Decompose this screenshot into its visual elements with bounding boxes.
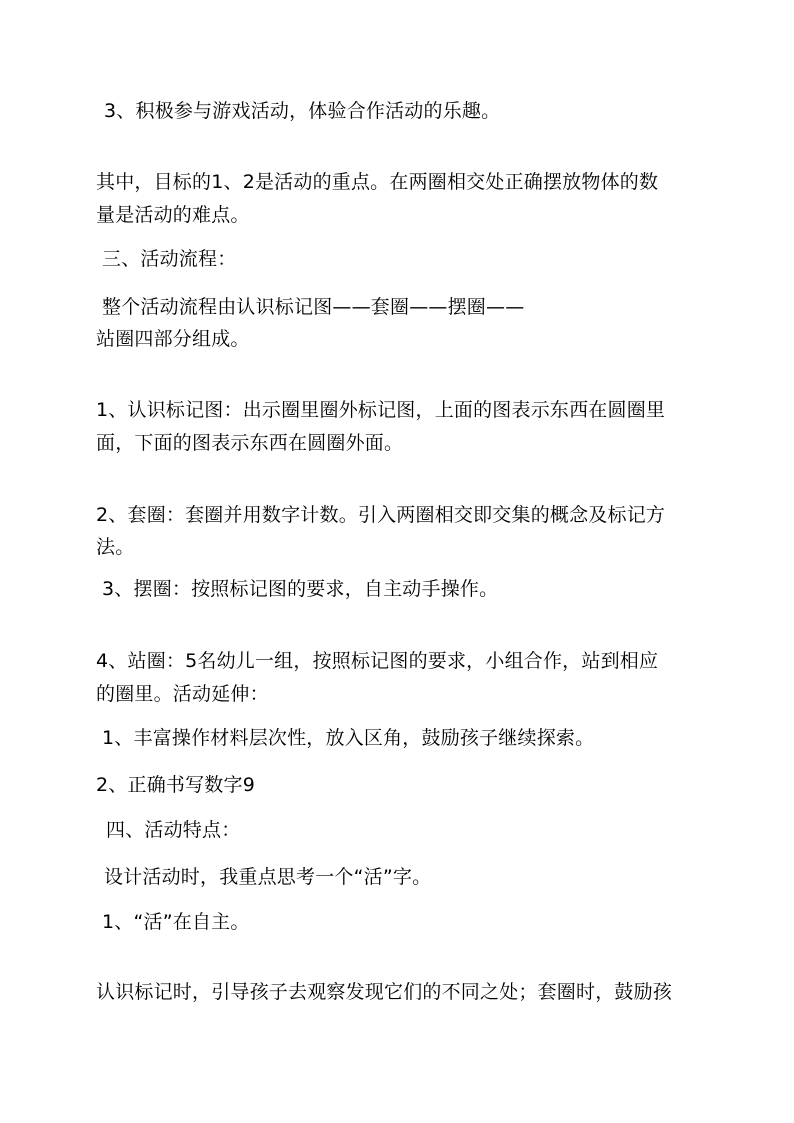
text-line-step-1: 1、认识标记图：出示圈里圈外标记图，上面的图表示东西在圆圈里 bbox=[96, 399, 666, 421]
text-line-key-points: 其中，目标的1、2是活动的重点。在两圈相交处正确摆放物体的数 bbox=[96, 171, 659, 193]
text-line-design-thought: 设计活动时，我重点思考一个“活”字。 bbox=[104, 866, 432, 888]
text-line-difficulty: 量是活动的难点。 bbox=[96, 204, 250, 226]
text-line-process-parts: 站圈四部分组成。 bbox=[96, 328, 250, 350]
text-line-extension-1: 1、丰富操作材料层次性，放入区角，鼓励孩子继续探索。 bbox=[102, 727, 595, 749]
text-line-step-2: 2、套圈：套圈并用数字计数。引入两圈相交即交集的概念及标记方 bbox=[96, 504, 666, 526]
text-line-feature-1-detail: 认识标记时，引导孩子去观察发现它们的不同之处；套圈时，鼓励孩 bbox=[96, 981, 673, 1003]
text-line-step-4: 4、站圈：5名幼儿一组，按照标记图的要求，小组合作，站到相应 bbox=[96, 650, 659, 672]
text-line-goal-3: 3、积极参与游戏活动，体验合作活动的乐趣。 bbox=[104, 100, 501, 122]
text-line-step-4-cont: 的圈里。活动延伸： bbox=[96, 683, 269, 705]
text-line-process-overview: 整个活动流程由认识标记图——套圈——摆圈—— bbox=[102, 296, 525, 318]
section-heading-process: 三、活动流程： bbox=[102, 248, 237, 270]
section-heading-features: 四、活动特点： bbox=[106, 819, 241, 841]
text-line-extension-2: 2、正确书写数字9 bbox=[96, 774, 255, 796]
text-line-step-1-cont: 面，下面的图表示东西在圆圈外面。 bbox=[96, 432, 404, 454]
text-line-step-3: 3、摆圈：按照标记图的要求，自主动手操作。 bbox=[102, 578, 499, 600]
text-line-feature-1: 1、“活”在自主。 bbox=[102, 911, 250, 933]
text-line-step-2-cont: 法。 bbox=[96, 536, 135, 558]
